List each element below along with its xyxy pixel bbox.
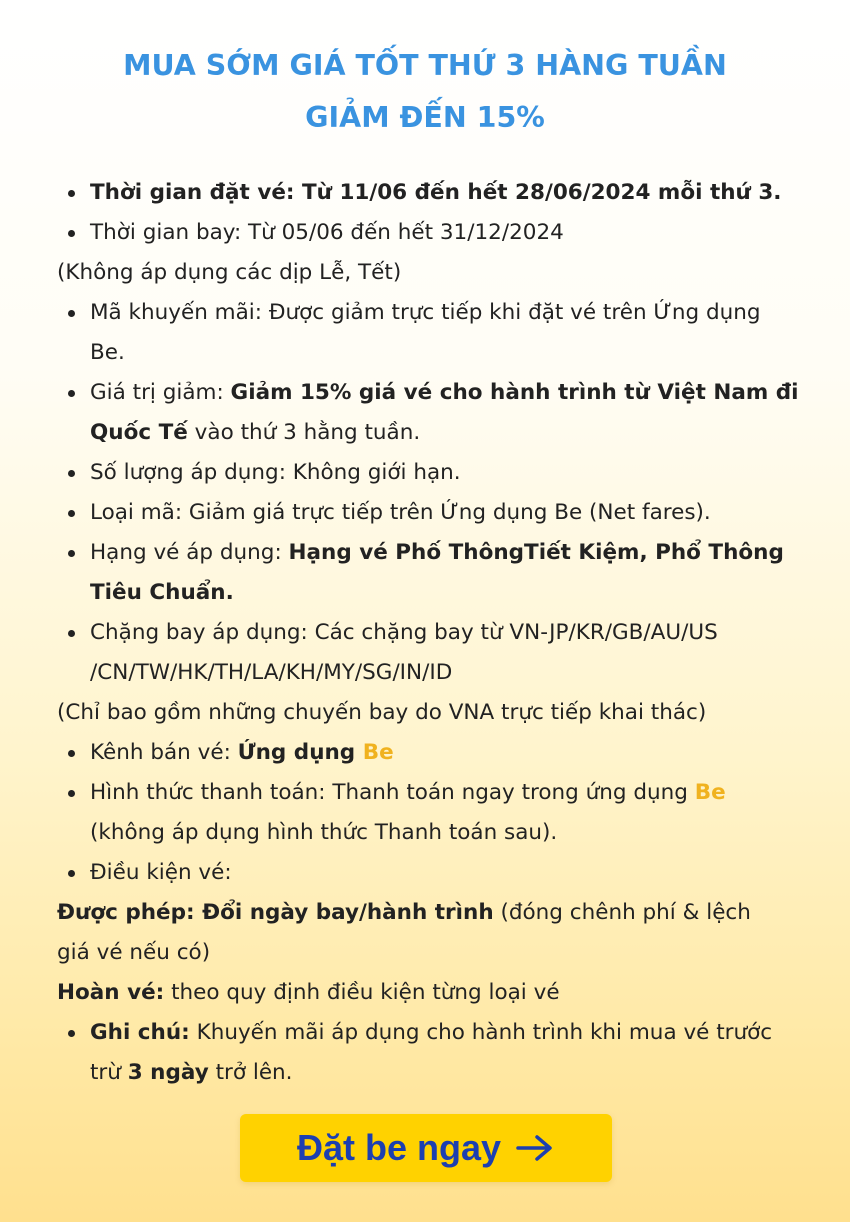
fare-class-label: Hạng vé áp dụng: (90, 540, 289, 565)
holiday-note: (Không áp dụng các dịp Lễ, Tết) (57, 260, 402, 285)
note-days: 3 ngày (127, 1060, 209, 1085)
book-be-now-button[interactable] (240, 1114, 612, 1182)
routes-line2: /CN/TW/HK/TH/LA/KH/MY/SG/IN/ID (90, 660, 453, 685)
brand-be-text: Be (694, 780, 726, 805)
fare-class-value-cont: Tiêu Chuẩn. (90, 580, 234, 605)
condition-refund (57, 973, 560, 1013)
note-label: Ghi chú: (90, 1020, 190, 1045)
payment-line1: Hình thức thanh toán: Thanh toán ngay trong ứng dụng (90, 780, 695, 805)
list-item-conditions: Điều kiện vé: (90, 853, 830, 893)
condition-allowed (57, 893, 751, 973)
routes-line1: Chặng bay áp dụng: Các chặng bay từ VN-JP/KR/GB/AU/US (90, 620, 718, 645)
discount-value-cont: Quốc Tế (90, 420, 188, 445)
note-line2-pre: trừ (90, 1060, 128, 1085)
list-item-discount (90, 373, 830, 453)
book-be-now-label: Đặt be ngay (296, 1127, 502, 1168)
list-item-code-type: Loại mã: Giảm giá trực tiếp trên Ứng dụng Be (Net fares). (90, 493, 830, 533)
payment-line2: (không áp dụng hình thức Thanh toán sau). (90, 820, 558, 845)
list-item-flight-time: Thời gian bay: Từ 05/06 đến hết 31/12/2024 (90, 213, 830, 253)
promo-subtitle: GIẢM ĐẾN 15% (305, 101, 545, 134)
discount-suffix: vào thứ 3 hằng tuần. (187, 420, 421, 445)
list-item-booking-time: Thời gian đặt vé: Từ 11/06 đến hết 28/06/2024 mỗi thứ 3. (90, 173, 830, 213)
arrow-right-icon (515, 1134, 555, 1162)
note-line2-post: trở lên. (208, 1060, 293, 1085)
allowed-line2: giá vé nếu có) (57, 940, 211, 965)
list-item-payment (90, 773, 830, 853)
list-item-fare-class (90, 533, 830, 613)
list-item-channel (90, 733, 830, 773)
allowed-label: Được phép: Đổi ngày bay/hành trình (57, 900, 494, 925)
discount-label: Giá trị giảm: (90, 380, 231, 405)
channel-label: Kênh bán vé: (90, 740, 238, 765)
list-item-promo-code (90, 293, 830, 373)
discount-value: Giảm 15% giá vé cho hành trình từ Việt Nam đi (230, 380, 799, 405)
refund-rest: theo quy định điều kiện từng loại vé (164, 980, 560, 1005)
note-rest: Khuyến mãi áp dụng cho hành trình khi mua vé trước (189, 1020, 773, 1045)
promo-title: MUA SỚM GIÁ TỐT THỨ 3 HÀNG TUẦN (123, 49, 727, 82)
promo-code-line2: Be. (90, 340, 125, 365)
list-item-note (90, 1013, 830, 1093)
allowed-rest: (đóng chênh phí & lệch (493, 900, 751, 925)
fare-class-value: Hạng vé Phố ThôngTiết Kiệm, Phổ Thông (288, 540, 784, 565)
routes-note: (Chỉ bao gồm những chuyến bay do VNA trực tiếp khai thác) (57, 700, 707, 725)
list-item-quantity: Số lượng áp dụng: Không giới hạn. (90, 453, 830, 493)
promo-code-line1: Mã khuyến mãi: Được giảm trực tiếp khi đặt vé trên Ứng dụng (90, 300, 761, 325)
list-item-routes (90, 613, 830, 693)
refund-label: Hoàn vé: (57, 980, 165, 1005)
channel-value: Ứng dụng (237, 740, 363, 765)
brand-be-text: Be (362, 740, 394, 765)
